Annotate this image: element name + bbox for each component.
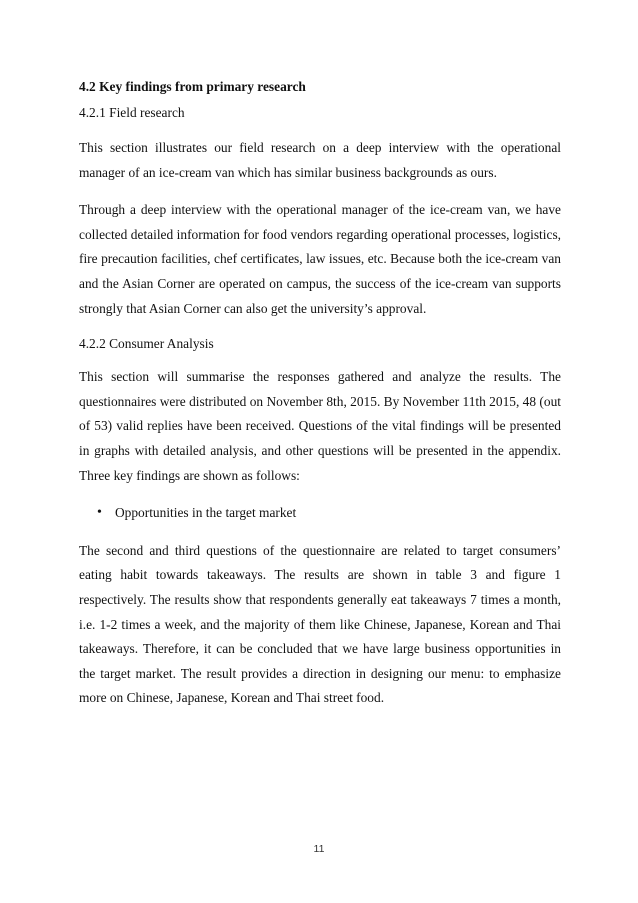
field-research-paragraph-1: This section illustrates our field research on a deep interview with the operational manager of an ice-cream van which has similar business backgrounds as ours. bbox=[79, 140, 561, 180]
bullet-item-text: Opportunities in the target market bbox=[115, 505, 297, 521]
bullet-dot-icon: • bbox=[97, 505, 102, 521]
page-number: 11 bbox=[313, 843, 325, 855]
section-heading: 4.2 Key findings from primary research bbox=[79, 79, 306, 94]
consumer-analysis-paragraph-2: The second and third questions of the questionnaire are related to target consumers’ eating habit towards takeaways. The results are shown in table 3 and figure 1 respectively. The results show that respondents generally eat takeaways 7 times a month, i.e. 1-2 times a week, and the majority of them like Chinese, Japanese, Korean and Thai takeaways. Therefore, it can be concluded that we have large business opportunities in the target market. The result provides a direction in designing our menu: to emphasize more on Chinese, Japanese, Korean and Thai street food. bbox=[79, 542, 561, 706]
field-research-paragraph-2: Through a deep interview with the operational manager of the ice-cream van, we have collected detailed information for food vendors regarding operational processes, logistics, fire precaution facilities, chef certificates, law issues, etc. Because both the ice-cream van and the Asian Corner are operated on campus, the success of the ice-cream van supports strongly that Asian Corner can also get the university’s approval. bbox=[79, 202, 561, 316]
consumer-analysis-subheading: 4.2.2 Consumer Analysis bbox=[79, 336, 214, 352]
page-content bbox=[79, 77, 561, 724]
bullet-item bbox=[97, 501, 561, 526]
field-research-subheading: 4.2.1 Field research bbox=[79, 105, 185, 120]
consumer-analysis-paragraph-1: This section will summarise the responses gathered and analyze the results. The questionnaires were distributed on November 8th, 2015. By November 11th 2015, 48 (out of 53) valid replies have been received. Questions of the vital findings will be presented in graphs with detailed analysis, and other questions will be presented in the appendix. Three key findings are shown as follows: bbox=[79, 369, 561, 483]
